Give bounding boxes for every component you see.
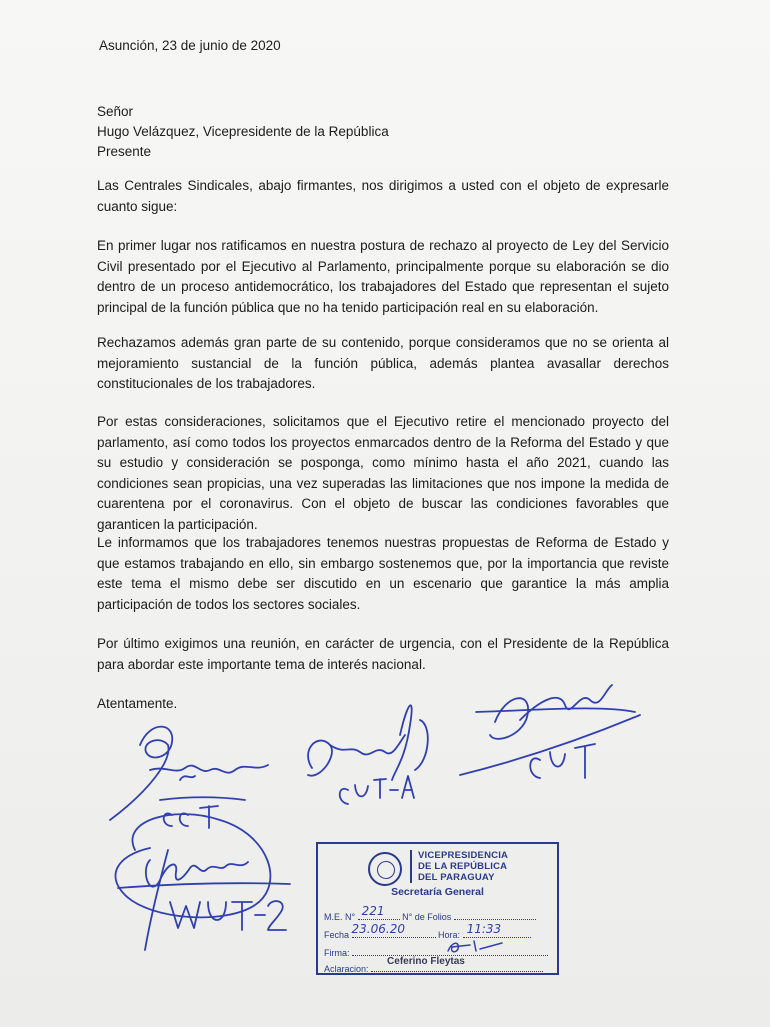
aclaracion-label: Aclaracion: (324, 964, 369, 974)
stamp-institution-line2: DE LA REPÚBLICA (418, 861, 508, 872)
folios-label: N° de Folios (402, 912, 452, 922)
stamp-institution-line3: DEL PARAGUAY (418, 872, 495, 883)
paragraph-content: Rechazamos además gran parte de su contenido, porque consideramos que no se orienta al mejoramiento sustancial de la función pública, además plantea avasallar derechos constitucionales de los trabajadores. (97, 335, 669, 391)
stamp-institution (410, 850, 508, 883)
me-value: 221 (361, 904, 385, 918)
salutation: Señor (97, 104, 134, 119)
stamp-institution-line1: VICEPRESIDENCIA (418, 850, 509, 861)
closing: Atentamente. (97, 696, 178, 711)
stamp-row-aclaracion (324, 956, 543, 974)
hora-label: Hora: (438, 930, 461, 940)
signature-cut-a (308, 705, 428, 804)
me-label: M.E. N° (324, 912, 356, 922)
paragraph-rejection: En primer lugar nos ratificamos en nuestra postura de rechazo al proyecto de Ley del Servicio Civil presentado por el Ejecutivo al Parlamento, principalmente porque su elaboración se dio dentro de un proceso antidemocrático, los trabajadores del Estado que representan el sujeto principal de la función pública que no ha tenido participación real en su elaboración. (97, 238, 669, 315)
paragraph-proposals: Le informamos que los trabajadores tenemos nuestras propuestas de Reforma de Estado y que estamos trabajando en ello, sin embargo sostenemos que, por la importancia que reviste este tema el mismo debe ser discutido en un escenario que garantice la más amplia participación de todos los sectores sociales. (97, 535, 669, 612)
stamp-signature-drawing (444, 939, 504, 955)
recipient: Hugo Velázquez, Vicepresidente de la República (97, 124, 389, 139)
signature-cct (110, 727, 268, 828)
letter-date: Asunción, 23 de junio de 2020 (99, 38, 281, 53)
signature-cut (460, 685, 640, 778)
signature-cnt-2 (115, 814, 290, 950)
paragraph-request: Por estas consideraciones, solicitamos que el Ejecutivo retire el mencionado proyecto del parlamento, así como todos los proyectos enmarcados dentro de la Reforma del Estado y que su estudio y consideración se posponga, como mínimo hasta el año 2021, cuando las condiciones sean propicias, una vez superadas las limitaciones que nos impone la medida de cuarentena por el coronavirus. Con el objeto de buscar las condiciones favorables que garanticen la participación. (97, 414, 669, 532)
fecha-label: Fecha (324, 930, 350, 940)
reception-stamp (316, 842, 559, 975)
addressee-block (97, 102, 389, 162)
firma-label: Firma: (324, 948, 350, 958)
stamp-row-me (324, 904, 536, 922)
coat-of-arms-icon (368, 852, 402, 886)
fecha-value: 23.06.20 (351, 922, 405, 936)
stamp-department: Secretaría General (391, 886, 484, 898)
paragraph-intro: Las Centrales Sindicales, abajo firmantes, nos dirigimos a usted con el objeto de expresarle cuanto sigue: (97, 178, 669, 214)
hora-value: 11:33 (466, 922, 502, 936)
presente: Presente (97, 144, 152, 159)
aclaracion-value: Ceferino Fleytas (387, 956, 465, 967)
paragraph-meeting: Por último exigimos una reunión, en carácter de urgencia, con el Presidente de la República para abordar este importante tema de interés nacional. (97, 636, 669, 672)
